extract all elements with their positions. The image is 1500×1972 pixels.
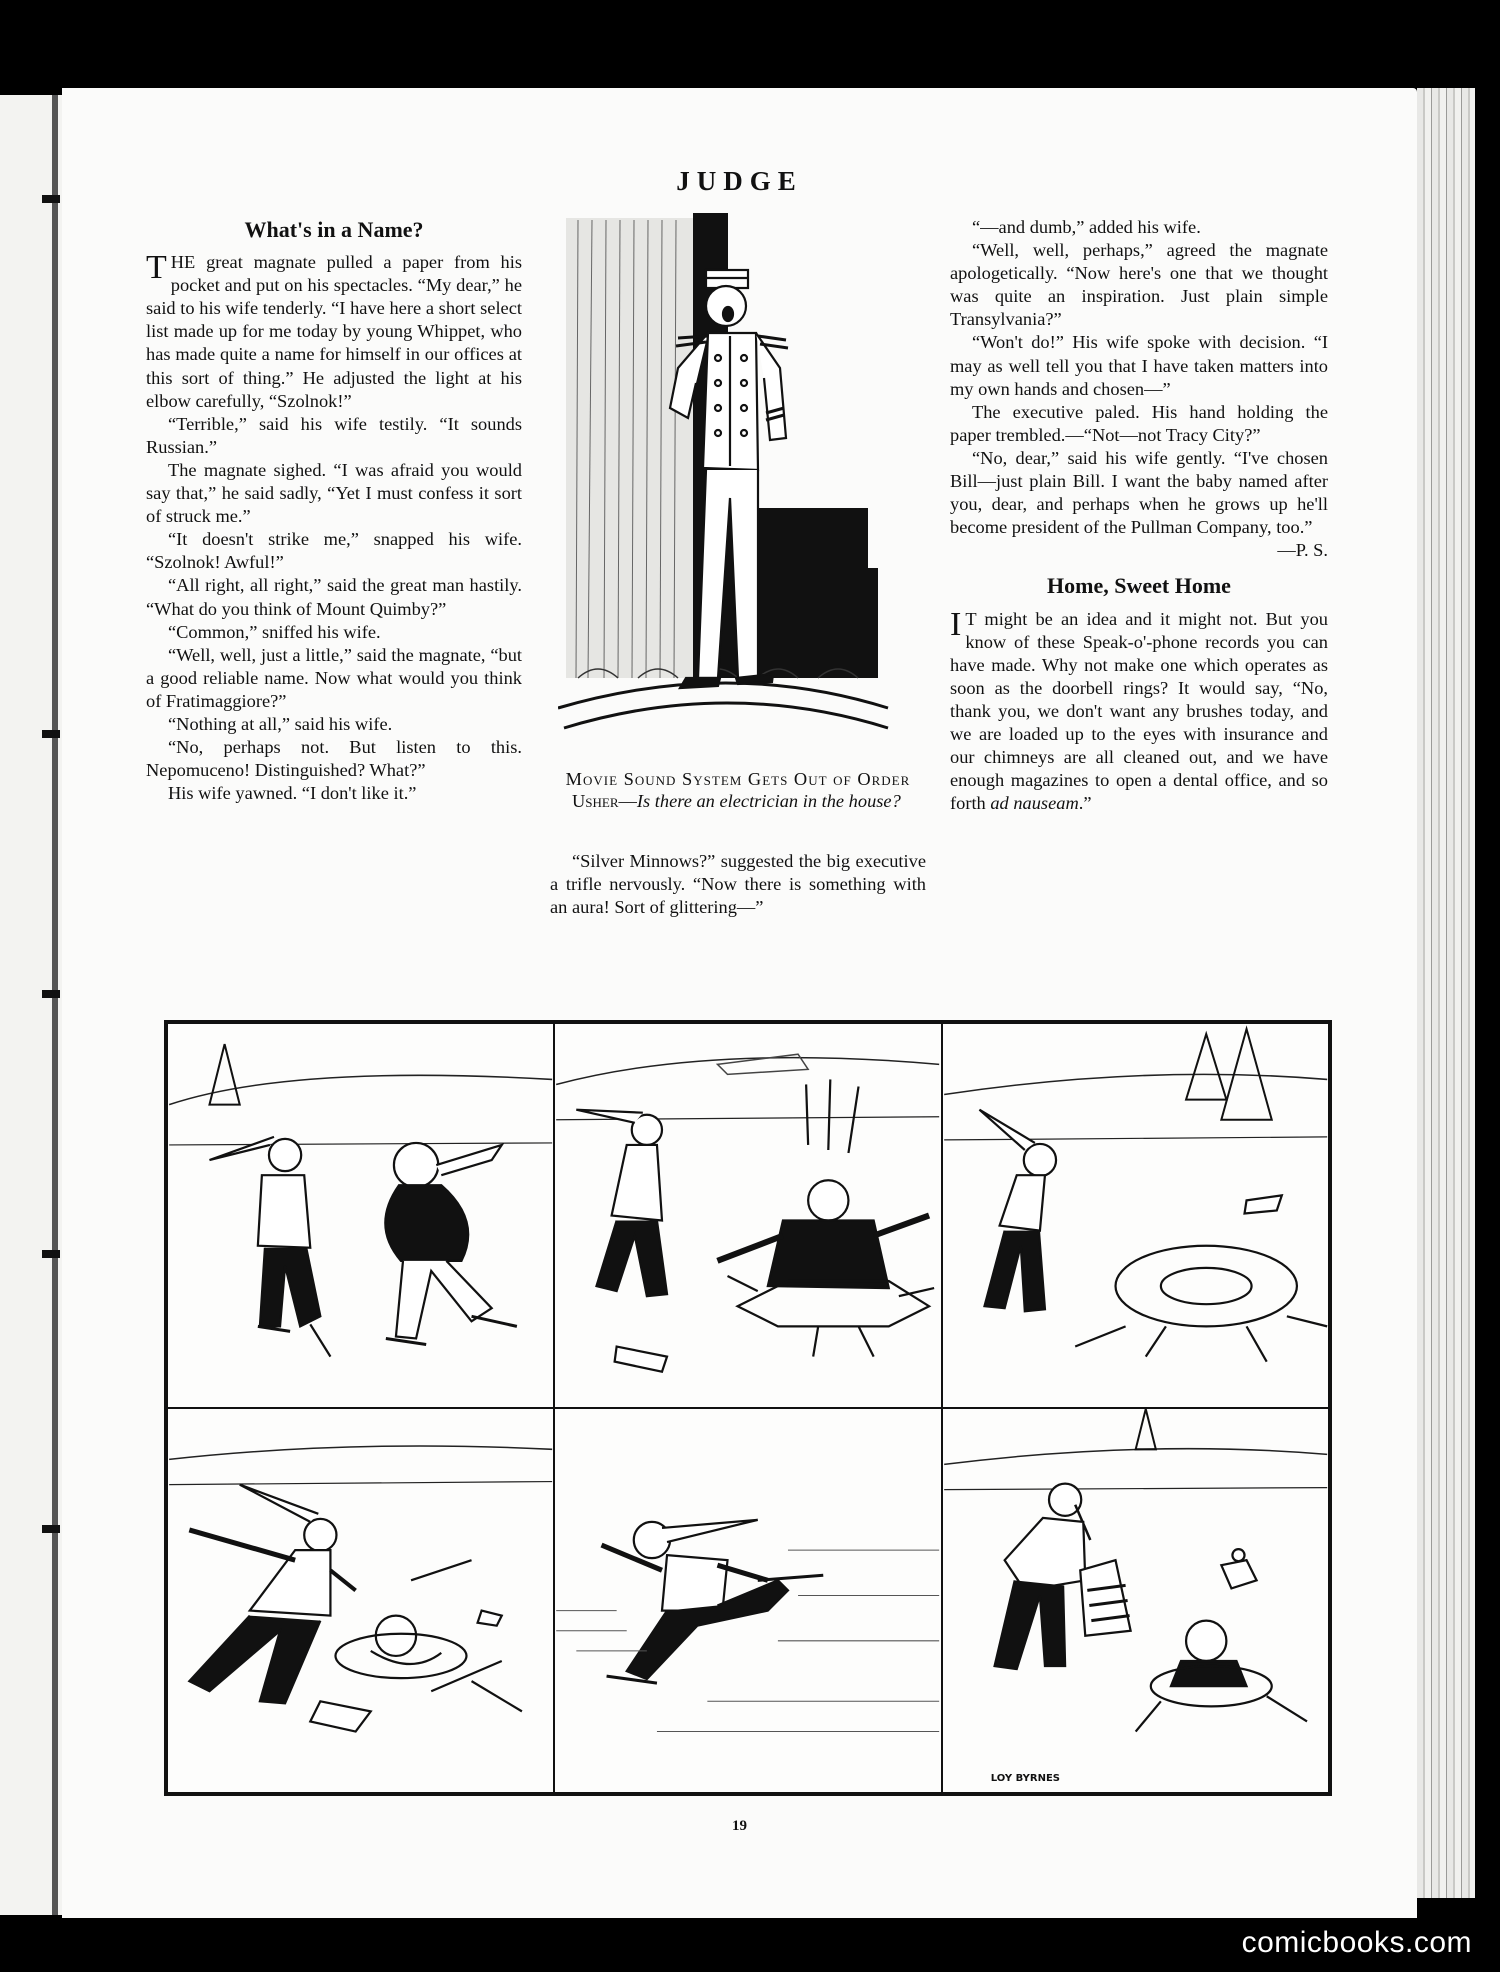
column-right (950, 216, 1328, 815)
usher-cartoon-illustration (558, 208, 898, 748)
skater-races-away (555, 1409, 940, 1792)
skater-looks-at-hole (943, 1024, 1328, 1407)
drop-cap: I (950, 605, 962, 643)
column-left (146, 218, 522, 805)
binding-stitch (42, 730, 60, 738)
story-paragraph: “No, perhaps not. But listen to this. Nepomuceno! Distinguished? What?” (146, 737, 522, 781)
story-paragraph: The magnate sighed. “I was afraid you would say that,” he said sadly, “Yet I must confess it sort of struck me.” (146, 459, 522, 527)
comic-panel-1 (167, 1023, 554, 1408)
comic-panel-4 (167, 1408, 554, 1793)
skaters-illustration (168, 1024, 553, 1407)
story-headline: Home, Sweet Home (1047, 573, 1231, 599)
story-paragraph: “Common,” sniffed his wife. (168, 621, 381, 642)
story-paragraph: “Won't do!” His wife spoke with decision. “I may as well tell you that I have taken matters into my own hands and chosen—” (950, 332, 1328, 399)
binding-stitch (42, 195, 60, 203)
story-paragraph: “Nothing at all,” said his wife. (168, 713, 393, 734)
story-paragraph: “Silver Minnows?” suggested the big executive a trifle nervously. “Now there is something with an aura! Sort of glittering—” (550, 851, 926, 918)
comic-panel-5 (554, 1408, 941, 1793)
magazine-page (62, 88, 1417, 1918)
story-paragraph: “Well, well, perhaps,” agreed the magnate apologetically. “Now here's one that we thought was quite an inspiration. Just plain simple Transylvania?” (950, 240, 1328, 330)
story-headline: What's in a Name? (244, 217, 424, 242)
skater-points-at-hole (168, 1409, 553, 1792)
artist-signature: LOY BYRNES (990, 1773, 1060, 1784)
comic-panel-6 (942, 1408, 1329, 1793)
cartoon-speaker: Usher (572, 791, 619, 811)
comic-panel-3 (942, 1023, 1329, 1408)
story-paragraph: “All right, all right,” said the great man hastily. “What do you think of Mount Quimby?” (146, 575, 522, 619)
site-watermark: comicbooks.com (1241, 1926, 1472, 1959)
book-binding (52, 95, 58, 1915)
binding-stitch (42, 1525, 60, 1533)
story-paragraph: “Well, well, just a little,” said the magnate, “but a good reliable name. Now what would you think of Fratimaggiore?” (146, 644, 522, 711)
binding-stitch (42, 990, 60, 998)
page-stack-edges (1417, 88, 1475, 1898)
cartoon-dialogue-text: Is there an electrician in the house? (636, 791, 901, 811)
comic-panel-2 (554, 1023, 941, 1408)
drop-cap: T (146, 249, 167, 287)
story-paragraph: “—and dumb,” added his wife. (972, 217, 1201, 237)
story-paragraph: “No, dear,” said his wife gently. “I've chosen Bill—just plain Bill. I want the baby named after you, dear, and perhaps when he grows up he'll become president of the Pullman Company, too.” (950, 447, 1328, 538)
skater-falls-through-ice (555, 1024, 940, 1407)
story-paragraph: “It doesn't strike me,” snapped his wife. “Szolnok! Awful!” (146, 529, 522, 573)
cartoon-caption: Movie Sound System Gets Out of Order (565, 769, 911, 789)
story-paragraph: I T might be an idea and it might not. But you know of these Speak-o'-phone records you can have made. Why not make one which operates as soon as the doorbell rings? It would say, “No, thank you, we don't want any brushes today, and we are loaded up to the eyes with insurance and our chimneys are all cleaned out, and we have enough magazines to open a dental office, and so forth ad nauseam.” (950, 605, 1328, 814)
story-paragraph: His wife yawned. “I don't like it.” (168, 783, 417, 804)
cartoon-dialogue: Usher—Is there an electrician in the house? (572, 791, 901, 811)
binding-stitch (42, 1250, 60, 1258)
story-paragraph: The executive paled. His hand holding the paper trembled.—“Not—not Tracy City?” (950, 401, 1328, 445)
column-middle (550, 208, 926, 919)
skater-offers-scarf (943, 1409, 1328, 1792)
page-number: 19 (732, 1818, 747, 1834)
comic-strip (164, 1020, 1332, 1796)
story-paragraph: THE great magnate pulled a paper from his pocket and put on his spectacles. “My dear,” he said to his wife tenderly. “I have here a short select list made up for me today by young Whippet, who has made quite a name for himself in our offices at this sort of thing.” He adjusted the light at his elbow carefully, “Szolnok!” (146, 249, 522, 411)
masthead: JUDGE (676, 166, 803, 196)
story-signature: —P. S. (1277, 540, 1328, 561)
story-paragraph: “Terrible,” said his wife testily. “It sounds Russian.” (146, 413, 522, 457)
